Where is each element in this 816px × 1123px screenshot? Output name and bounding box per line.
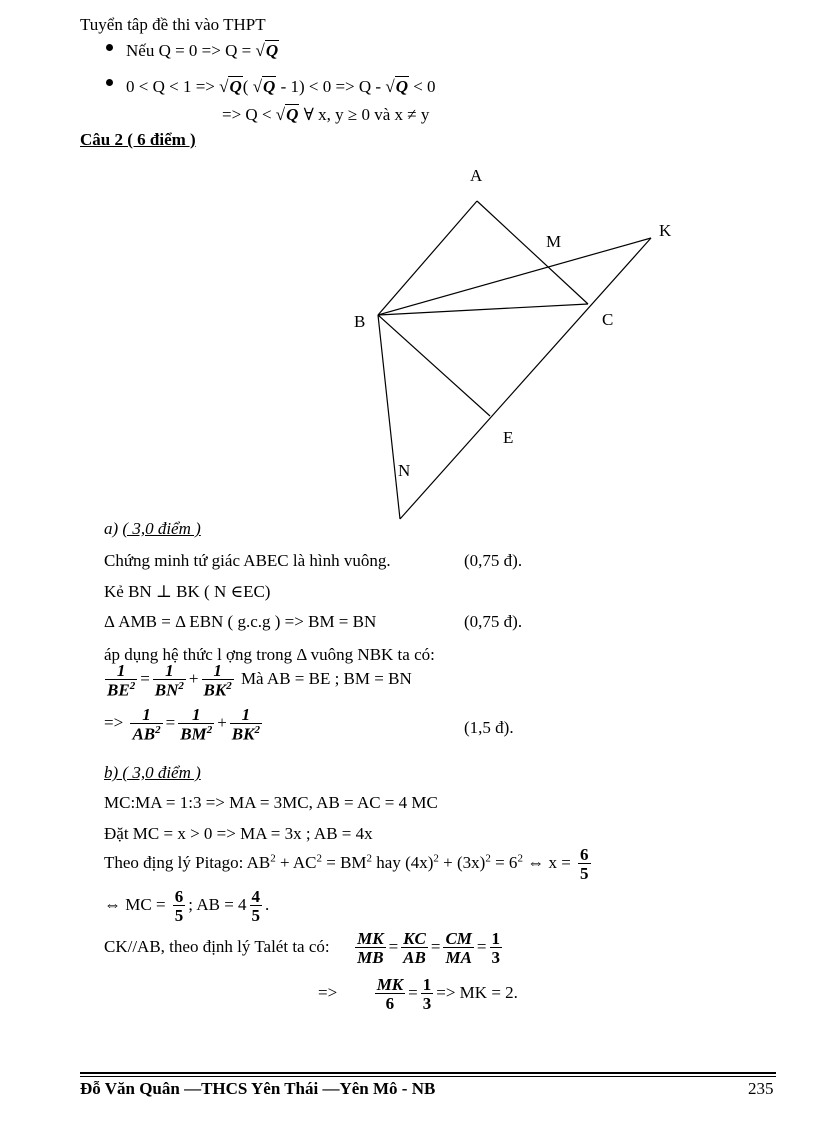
sqrt-radicand: Q bbox=[286, 105, 299, 124]
sqrt-symbol: √Q bbox=[385, 77, 408, 96]
sqrt-radicand: Q bbox=[265, 41, 279, 60]
frac-num: 4 bbox=[251, 887, 261, 906]
segment-be bbox=[378, 315, 490, 416]
bullet-2-text: ( bbox=[242, 77, 253, 96]
bullet-3-text: => Q < bbox=[222, 105, 276, 124]
part-b-line-2: Đặt MC = x > 0 => MA = 3x ; AB = 4x bbox=[104, 824, 373, 843]
text: + AC bbox=[275, 852, 317, 872]
part-a-line-3-points: (0,75 đ). bbox=[464, 612, 523, 631]
frac-den: MA bbox=[445, 948, 472, 967]
sqrt-radicand: Q bbox=[395, 77, 408, 96]
frac-num: MK bbox=[357, 929, 384, 948]
segment-kn bbox=[400, 238, 651, 519]
frac-den: 6 bbox=[375, 993, 405, 1012]
text: ; AB = 4 bbox=[188, 894, 247, 914]
frac-den: 3 bbox=[422, 994, 432, 1013]
frac-num: 1 bbox=[116, 661, 126, 680]
exponent: 2 bbox=[517, 852, 523, 865]
bullet-2-text: 0 < Q < 1 => bbox=[126, 77, 220, 96]
label-n: N bbox=[398, 461, 411, 480]
bullet-2-text: - 1) < 0 => Q - bbox=[276, 77, 386, 96]
exponent: 2 bbox=[226, 680, 232, 692]
sqrt-symbol: √Q bbox=[275, 105, 299, 124]
page-number: 235 bbox=[748, 1079, 774, 1098]
bullet-2-text: < 0 bbox=[408, 77, 436, 96]
exponent: 2 bbox=[485, 852, 491, 865]
exponent: 2 bbox=[206, 724, 213, 736]
part-a-line-3: Δ AMB = Δ EBN ( g.c.g ) => BM = BN bbox=[104, 612, 377, 631]
label-k: K bbox=[659, 221, 672, 240]
frac-num: CM bbox=[445, 929, 472, 948]
part-b-line-5: CK//AB, theo định lý Talét ta có: $\frac{MK}{MB}$ = $\frac{KC}{AB}$ = $\frac{CM}{MA}$ = $\frac{1}{3}$ bbox=[104, 929, 501, 967]
frac-num: MK bbox=[376, 975, 404, 994]
frac-num: 6 bbox=[174, 887, 184, 906]
frac-den: MB bbox=[357, 948, 384, 967]
page-header: Tuyển tâp đề thi vào THPT bbox=[80, 15, 266, 34]
sqrt-radicand: Q bbox=[229, 77, 242, 96]
part-a-line-4: áp dụng hệ thức l ợng trong Δ vuông NBK ta có: bbox=[104, 645, 435, 664]
text: = 6 bbox=[490, 852, 518, 872]
frac-num: 1 bbox=[142, 705, 151, 724]
segment-ac bbox=[477, 201, 588, 304]
label-c: C bbox=[602, 310, 614, 329]
exponent: 2 bbox=[433, 852, 439, 865]
part-a-line-1: Chứng minh tứ giác ABEC là hình vuông. bbox=[104, 551, 391, 570]
part-b-line-6: => $\frac{MK}{6}$ = $\frac{1}{3}$ => MK = 2. bbox=[318, 975, 518, 1013]
exponent: 2 bbox=[155, 724, 161, 736]
footer-author: Đỗ Văn Quân —THCS Yên Thái —Yên Mô - NB bbox=[80, 1079, 436, 1098]
sqrt-symbol: √Q bbox=[252, 77, 276, 96]
frac-num: 1 bbox=[191, 705, 201, 724]
frac-num: 1 bbox=[165, 661, 174, 680]
part-a-line-2: Kẻ BN ⊥ BK ( N ∈EC) bbox=[104, 582, 271, 601]
equation-2-points: (1,5 đ). bbox=[464, 718, 514, 737]
part-b-line-4 bbox=[104, 888, 269, 924]
footer-rule bbox=[80, 1076, 776, 1077]
text: + (3x) bbox=[438, 852, 486, 872]
bullet-1-text: Nếu Q = 0 => Q = bbox=[126, 41, 256, 60]
exponent: 2 bbox=[178, 680, 184, 692]
frac-num: 1 bbox=[213, 661, 222, 680]
frac-den: 3 bbox=[491, 948, 501, 967]
part-a-points: ( 3,0 điểm ) bbox=[122, 519, 201, 538]
part-b-title: b) ( 3,0 điểm ) bbox=[104, 763, 201, 782]
equation-1: $\frac{1}{BE^2}$ = $\frac{1}{BN^2}$ + $\frac{1}{BK^2}$ Mà AB = BE ; BM = BN bbox=[107, 661, 412, 700]
frac-den: 5 bbox=[251, 906, 261, 925]
section-title: Câu 2 ( 6 điểm ) bbox=[80, 130, 196, 149]
sqrt-symbol: √Q bbox=[255, 41, 279, 60]
frac-num: 1 bbox=[491, 929, 501, 948]
frac-den: BE bbox=[107, 680, 130, 700]
segment-bn bbox=[378, 315, 400, 519]
implies: => bbox=[104, 713, 124, 733]
sqrt-symbol: √Q bbox=[219, 77, 242, 96]
frac-den: BK bbox=[203, 680, 227, 700]
part-a-label: a) bbox=[104, 519, 119, 538]
segment-bk bbox=[378, 238, 651, 315]
text: => MK = 2. bbox=[436, 982, 518, 1002]
equation-1-tail: Mà AB = BE ; BM = BN bbox=[240, 669, 412, 689]
label-a: A bbox=[470, 166, 483, 185]
frac-num: 6 bbox=[580, 845, 589, 864]
part-a-title bbox=[104, 520, 201, 537]
exponent: 2 bbox=[270, 852, 276, 865]
frac-den: AB bbox=[403, 948, 426, 967]
frac-num: 1 bbox=[241, 705, 251, 724]
text: Theo địng lý Pitago: AB bbox=[104, 852, 271, 872]
frac-den: BK bbox=[231, 724, 255, 744]
exponent: 2 bbox=[366, 852, 373, 865]
bullet-3-text: ∀ x, y ≥ 0 và x ≠ y bbox=[299, 105, 430, 124]
label-m: M bbox=[546, 232, 562, 251]
frac-den: BM bbox=[180, 724, 207, 744]
text: . bbox=[265, 894, 270, 914]
frac-num: 1 bbox=[422, 975, 432, 994]
frac-num: KC bbox=[403, 929, 426, 948]
sqrt-radicand: Q bbox=[263, 77, 276, 96]
part-b-line-3 bbox=[104, 846, 594, 882]
label-e: E bbox=[503, 428, 514, 447]
frac-den: AB bbox=[132, 724, 156, 744]
text: ⇔ MC = bbox=[104, 894, 170, 914]
equation-2: => $\frac{1}{AB^2}$ = $\frac{1}{BM^2}$ + $\frac{1}{BK^2}$ bbox=[104, 705, 260, 744]
exponent: 2 bbox=[254, 724, 260, 736]
implies: => bbox=[318, 982, 338, 1002]
text: = BM bbox=[322, 852, 367, 872]
frac-den: 5 bbox=[580, 864, 589, 883]
text: CK//AB, theo định lý Talét ta có: bbox=[104, 936, 330, 956]
footer-rule bbox=[80, 1072, 776, 1074]
text: hay (4x) bbox=[372, 852, 434, 872]
exponent: 2 bbox=[129, 680, 136, 692]
part-a-line-1-points: (0,75 đ). bbox=[464, 551, 523, 570]
label-b: B bbox=[354, 312, 366, 331]
part-b-line-1: MC:MA = 1:3 => MA = 3MC, AB = AC = 4 MC bbox=[104, 793, 438, 812]
frac-den: BN bbox=[154, 680, 179, 700]
text: ⇔ x = bbox=[522, 852, 576, 872]
frac-den: 5 bbox=[174, 906, 184, 925]
exponent: 2 bbox=[316, 852, 322, 865]
segment-ba bbox=[378, 201, 477, 315]
